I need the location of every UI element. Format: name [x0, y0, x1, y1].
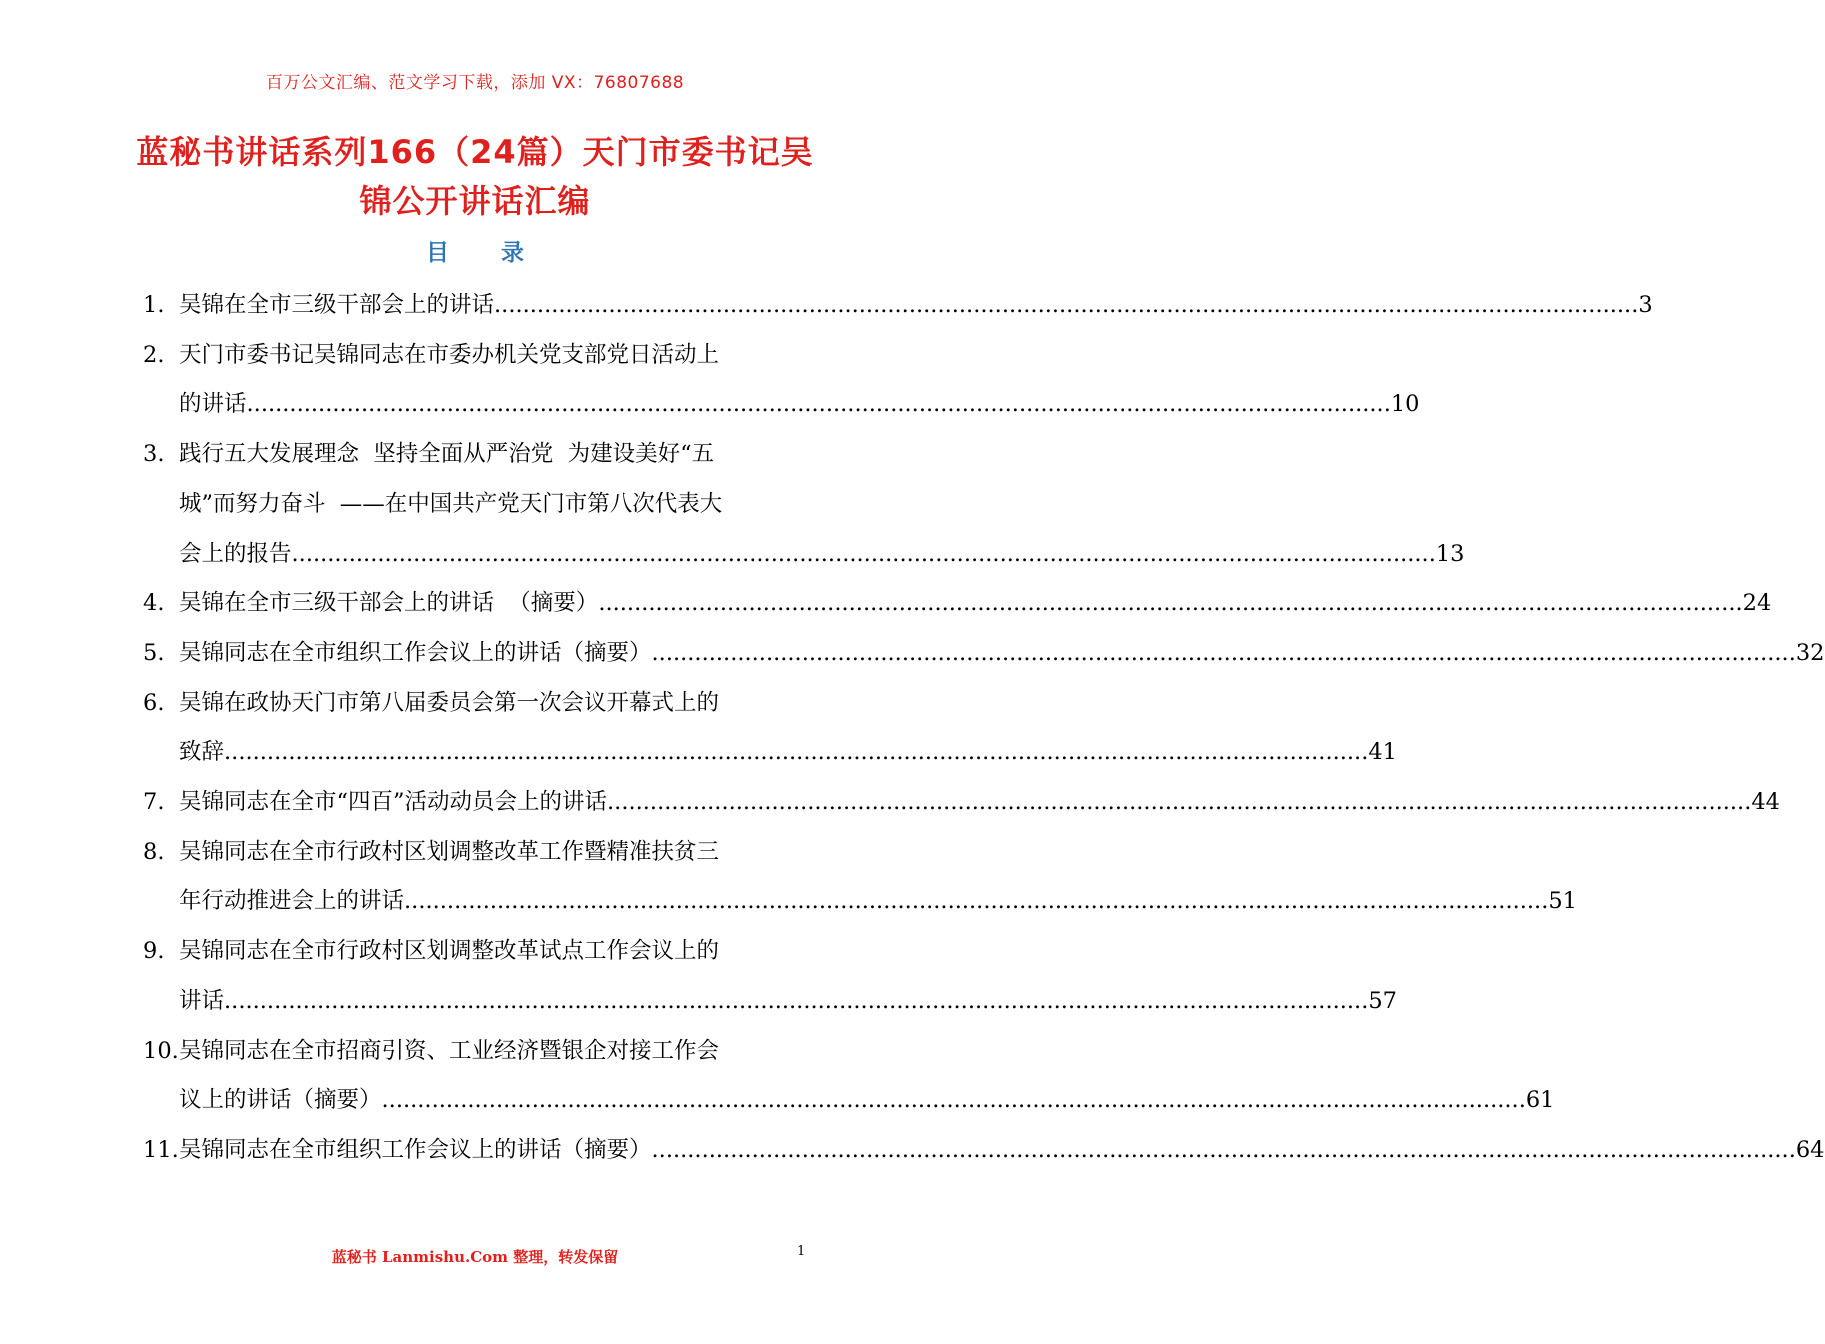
- toc-entry-line: 吴锦同志在全市招商引资、工业经济暨银企对接工作会: [179, 1037, 720, 1064]
- toc-entry-title: 讲话: [179, 987, 225, 1014]
- toc-entry-last-line: [179, 380, 1420, 430]
- toc-entry-last-line: [179, 629, 1825, 679]
- document-title: 蓝秘书讲话系列166（24篇）天门市委书记吴锦公开讲话汇编: [136, 133, 814, 220]
- toc-entry-title: 致辞: [179, 739, 225, 766]
- toc-page-number: 13: [1435, 540, 1465, 567]
- toc-entry-number: 5.: [143, 639, 165, 666]
- toc-leader-dots: [404, 877, 1548, 927]
- toc-entry-number: 9.: [143, 938, 165, 965]
- toc-entry-body: [179, 679, 1397, 778]
- toc-entry-title: 年行动推进会上的讲话: [179, 888, 405, 915]
- toc-entry-title: 吴锦同志在全市组织工作会议上的讲话（摘要）: [179, 639, 652, 666]
- toc-page-number: 3: [1638, 292, 1653, 318]
- toc-leader-dots: [652, 629, 1796, 679]
- toc-entry-body: [179, 927, 1397, 1026]
- toc-page-number: 57: [1368, 987, 1397, 1014]
- toc-leader-dots: [292, 530, 1436, 580]
- toc-entry-last-line: [179, 579, 1771, 629]
- toc-entry[interactable]: [143, 281, 1653, 331]
- toc-entry-line: 践行五大发展理念 坚持全面从严治党 为建设美好“五: [179, 441, 715, 468]
- toc-page-number: 24: [1742, 590, 1772, 617]
- toc-entry-title: 吴锦同志在全市组织工作会议上的讲话（摘要）: [179, 1136, 652, 1163]
- toc-entry-body: [179, 629, 1825, 679]
- toc-entry-line: 天门市委书记吴锦同志在市委办机关党支部党日活动上: [179, 341, 720, 368]
- toc-entry-last-line: [179, 728, 1397, 778]
- toc-entry[interactable]: [143, 331, 1420, 430]
- toc-leader-dots: [224, 977, 1368, 1027]
- toc-entry-number: 10.: [143, 1037, 179, 1064]
- toc-entry[interactable]: [143, 430, 1465, 579]
- toc-entry-title: 吴锦在全市三级干部会上的讲话: [179, 292, 495, 318]
- toc-entry-last-line: [179, 530, 1465, 580]
- toc-leader-dots: [382, 1076, 1526, 1126]
- toc-page-number: 64: [1795, 1136, 1825, 1163]
- toc-entry-last-line: [179, 778, 1780, 828]
- toc-entry[interactable]: [143, 1126, 1825, 1176]
- toc-page-number: 10: [1390, 391, 1420, 418]
- toc-entry-body: [179, 430, 1465, 579]
- toc-entry[interactable]: [143, 629, 1825, 679]
- toc-entry-last-line: [179, 877, 1577, 927]
- toc-entry-number: 11.: [143, 1136, 179, 1163]
- toc-entry-body: [179, 1027, 1555, 1126]
- toc-entry-title: 的讲话: [179, 391, 247, 418]
- toc-page-number: 41: [1368, 739, 1397, 766]
- toc-page-number: 44: [1751, 789, 1780, 816]
- toc-entry-number: 6.: [143, 689, 165, 716]
- toc-entry-number: 4.: [143, 590, 165, 617]
- toc-entry-title: 议上的讲话（摘要）: [179, 1087, 382, 1114]
- toc-entry-line: 城”而努力奋斗 ——在中国共产党天门市第八次代表大: [179, 490, 723, 517]
- toc-entry-last-line: [179, 1076, 1555, 1126]
- toc-heading: 目 录: [425, 240, 546, 266]
- toc-entry-body: [179, 828, 1577, 927]
- toc-entry-line: 吴锦同志在全市行政村区划调整改革试点工作会议上的: [179, 938, 720, 965]
- toc-leader-dots: [652, 1126, 1796, 1176]
- toc-entry-number: 1.: [143, 292, 165, 318]
- toc-page-number: 51: [1548, 888, 1577, 915]
- toc-entry-line: 吴锦同志在全市行政村区划调整改革工作暨精准扶贫三: [179, 838, 720, 865]
- toc-entry-title: 会上的报告: [179, 540, 292, 567]
- toc-entry-last-line: [179, 281, 1653, 331]
- toc-entry-last-line: [179, 977, 1397, 1027]
- toc-entry-body: [179, 281, 1653, 331]
- toc-entry[interactable]: [143, 927, 1397, 1026]
- toc-entry[interactable]: [143, 579, 1772, 629]
- toc-entry[interactable]: [143, 679, 1397, 778]
- toc-entry-body: [179, 1126, 1825, 1176]
- header-note: 百万公文汇编、范文学习下载，添加 VX：76807688: [265, 73, 685, 93]
- toc-leader-dots: [224, 728, 1368, 778]
- footer-note: 蓝秘书 Lanmishu.Com 整理，转发保留: [331, 1248, 619, 1266]
- toc-entry-last-line: [179, 1126, 1825, 1176]
- toc-leader-dots: [494, 281, 1638, 331]
- toc-entry-number: 8.: [143, 838, 165, 865]
- toc-entry-number: 2.: [143, 341, 165, 368]
- toc-entry-number: 7.: [143, 789, 165, 816]
- toc-leader-dots: [247, 380, 1391, 430]
- toc-entry[interactable]: [143, 778, 1780, 828]
- toc-entry-body: [179, 778, 1780, 828]
- toc-entry-title: 吴锦同志在全市“四百”活动动员会上的讲话: [179, 789, 608, 816]
- toc-entry-line: 吴锦在政协天门市第八届委员会第一次会议开幕式上的: [179, 689, 720, 716]
- toc-page-number: 32: [1795, 639, 1825, 666]
- page-number: 1: [797, 1244, 806, 1259]
- toc-entry[interactable]: [143, 1027, 1555, 1126]
- toc-leader-dots: [607, 778, 1751, 828]
- toc-page-number: 61: [1525, 1087, 1555, 1114]
- toc-entry-body: [179, 579, 1771, 629]
- table-of-contents: [143, 281, 1825, 1176]
- toc-entry-body: [179, 331, 1420, 430]
- toc-entry[interactable]: [143, 828, 1577, 927]
- toc-entry-number: 3.: [143, 441, 165, 468]
- toc-leader-dots: [598, 579, 1742, 629]
- toc-entry-title: 吴锦在全市三级干部会上的讲话 （摘要）: [179, 590, 599, 617]
